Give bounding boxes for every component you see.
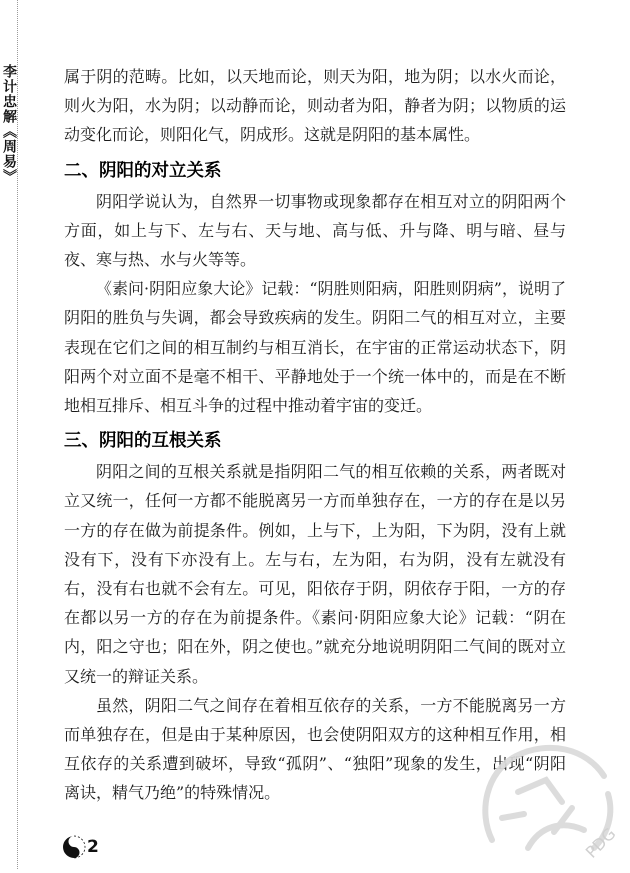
page-content [64, 62, 566, 808]
page-footer [62, 834, 99, 860]
interdependence-paragraph-1: 阴阳之间的互根关系就是指阴阳二气的相互依赖的关系，两者既对立又统一，任何一方都不能脱离另一方而单独存在，一方的存在是以另一方的存在做为前提条件。例如，上与下，上为阳，下为阴，没有上就没有下，没有下亦没有上。左与右，左为阳，右为阴，没有左就没有右，没有右也就不会有左。可见，阳依存于阴，阴依存于阳，一方的存在都以另一方的存在为前提条件。《素问·阴阳应象大论》记载：“阴在内，阳之守也；阳在外，阴之使也。”就充分地说明阴阳二气间的既对立又统一的辩证关系。 [64, 462, 566, 686]
margin-divider [17, 0, 18, 869]
yin-yang-icon [62, 835, 86, 859]
section-heading-opposition: 二、阴阳的对立关系 [64, 160, 222, 181]
seal-watermark [458, 722, 630, 869]
page-number: 2 [87, 837, 99, 857]
intro-paragraph: 属于阴的范畴。比如，以天地而论，则天为阳，地为阴；以水火而论，则火为阳，水为阴；以动静而论，则动者为阳，静者为阴；以物质的运动变化而论，则阳化气，阴成形。这就是阴阳的基本属性。 [64, 67, 566, 145]
opposition-paragraph-1: 阴阳学说认为，自然界一切事物或现象都存在相互对立的阴阳两个方面，如上与下、左与右、天与地、高与低、升与降、明与暗、昼与夜、寒与热、水与火等等。 [64, 191, 566, 270]
interdependence-paragraph-2: 虽然，阴阳二气之间存在着相互依存的关系，一方不能脱离另一方而单独存在，但是由于某种原因，也会使阴阳双方的这种相互作用，相互依存的关系遭到破坏，导致“孤阴”、“独阳”现象的发生，出现“阴阳离诀，精气乃绝”的特殊情况。 [64, 695, 566, 803]
section-heading-interdependence: 三、阴阳的互根关系 [64, 431, 222, 452]
watermark-text: PDG [581, 824, 620, 862]
book-title-vertical: 李计忠解《周易》 [1, 64, 17, 184]
opposition-paragraph-2: 《素问·阴阳应象大论》记载：“阴胜则阳病，阳胜则阴病”，说明了阴阳的胜负与失调，都会导致疾病的发生。阴阳二气的相互对立，主要表现在它们之间的相互制约与相互消长，在宇宙的正常运动状态下，阴阳两个对立面不是毫不相干、平静地处于一个统一体中的，而是在不断地相互排斥、相互斗争的过程中推动着宇宙的变迁。 [64, 279, 566, 416]
